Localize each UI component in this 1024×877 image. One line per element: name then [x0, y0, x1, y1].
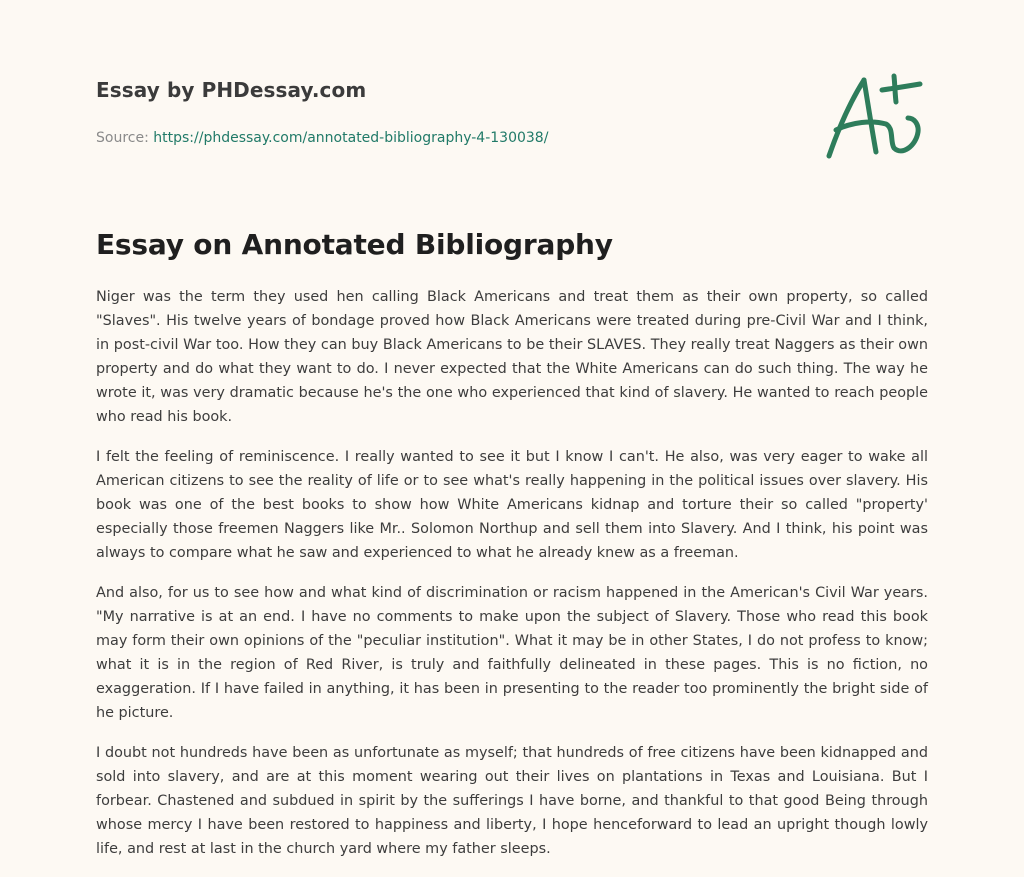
source-link[interactable]: https://phdessay.com/annotated-bibliography-4-130038/ [153, 130, 549, 146]
essay-title: Essay on Annotated Bibliography [96, 228, 613, 261]
source-label: Source: [96, 130, 154, 146]
essay-paragraph: And also, for us to see how and what kind of discrimination or racism happened in the American's Civil War years. "My narrative is at an end. I have no comments to make upon the subject of Slavery. Those who read this book may form their own opinions of the "peculiar institution". What it may be in other States, I do not profess to know; what it is in the region of Red River, is truly and faithfully delineated in these pages. This is no fiction, no exaggeration. If I have failed in anything, it has been in presenting to the reader too prominently the bright side of he picture. [96, 585, 928, 721]
site-title: Essay by PHDessay.com [96, 78, 367, 102]
essay-body [96, 285, 928, 877]
source-line [96, 128, 796, 148]
essay-paragraph: I felt the feeling of reminiscence. I really wanted to see it but I know I can't. He also, was very eager to wake all American citizens to see the reality of life or to see what's really happening in the political issues over slavery. His book was one of the best books to show how White Americans kidnap and torture their so called "property' especially those freemen Naggers like Mr.. Solomon Northup and sell them into Slavery. And I think, his point was always to compare what he saw and experienced to what he already knew as a freeman. [96, 449, 928, 561]
essay-paragraph: Niger was the term they used hen calling Black Americans and treat them as their own property, so called "Slaves". His twelve years of bondage proved how Black Americans were treated during pre-Civil War and I think, in post-civil War too. How they can buy Black Americans to be their SLAVES. They really treat Naggers as their own property and do what they want to do. I never expected that the White Americans can do such thing. The way he wrote it, was very dramatic because he's the one who experienced that kind of slavery. He wanted to reach people who read his book. [96, 289, 928, 425]
page-header [96, 76, 796, 148]
a-plus-logo-icon [822, 68, 928, 164]
a-plus-logo-graphic [822, 68, 928, 164]
essay-paragraph: I doubt not hundreds have been as unfortunate as myself; that hundreds of free citizens have been kidnapped and sold into slavery, and are at this moment wearing out their lives on plantations in Texas and Louisiana. But I forbear. Chastened and subdued in spirit by the sufferings I have borne, and thankful to that good Being through whose mercy I have been restored to happiness and liberty, I hope henceforward to lead an upright though lowly life, and rest at last in the church yard where my father sleeps. [96, 745, 928, 857]
